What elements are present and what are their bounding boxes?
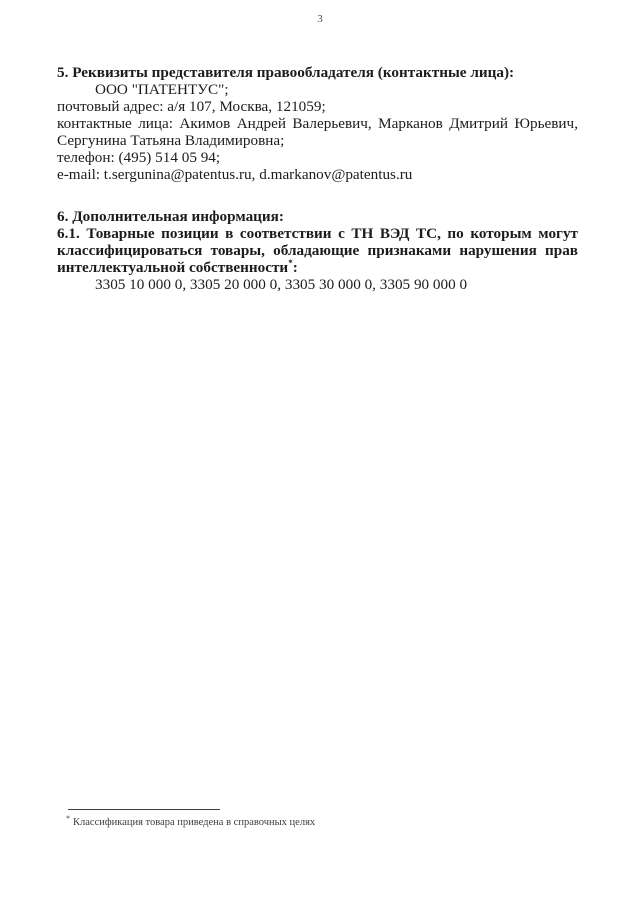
company-name-line: ООО "ПАТЕНТУС"; [95,81,229,98]
tnved-codes-line: 3305 10 000 0, 3305 20 000 0, 3305 30 000 0, 3305 90 000 0 [95,276,468,293]
document-body [57,64,578,293]
clause-6-1-line-3 [57,259,578,276]
postal-address-line: почтовый адрес: а/я 107, Москва, 121059; [57,98,326,115]
page-number: 3 [317,13,323,25]
footnote-marker: * [66,813,70,823]
contact-persons-line-2: Сергунина Татьяна Владимировна; [57,132,285,149]
section-6-additional-info [57,208,578,293]
footnote [66,813,316,829]
email-line: e-mail: t.sergunina@patentus.ru, d.markanov@patentus.ru [57,166,413,183]
clause-6-1-colon: : [292,259,298,276]
clause-6-1-line-3-text: интеллектуальной собственности [57,259,289,276]
footnote-divider [68,809,220,810]
footnote-text: Классификация товара приведена в справочных целях [73,817,316,828]
clause-6-1-line-2: классифицироваться товары, обладающие признаками нарушения прав [57,242,578,259]
section-5-representative-details [57,64,578,183]
footnote-reference-mark: * [288,257,293,268]
phone-line: телефон: (495) 514 05 94; [57,149,221,166]
section-5-heading: 5. Реквизиты представителя правообладателя (контактные лица): [57,64,515,81]
section-6-heading: 6. Дополнительная информация: [57,208,284,225]
clause-6-1-line-1: 6.1. Товарные позиции в соответствии с ТН ВЭД ТС, по которым могут [57,225,578,242]
contact-persons-line-1: контактные лица: Акимов Андрей Валерьевич, Марканов Дмитрий Юрьевич, [57,115,578,132]
